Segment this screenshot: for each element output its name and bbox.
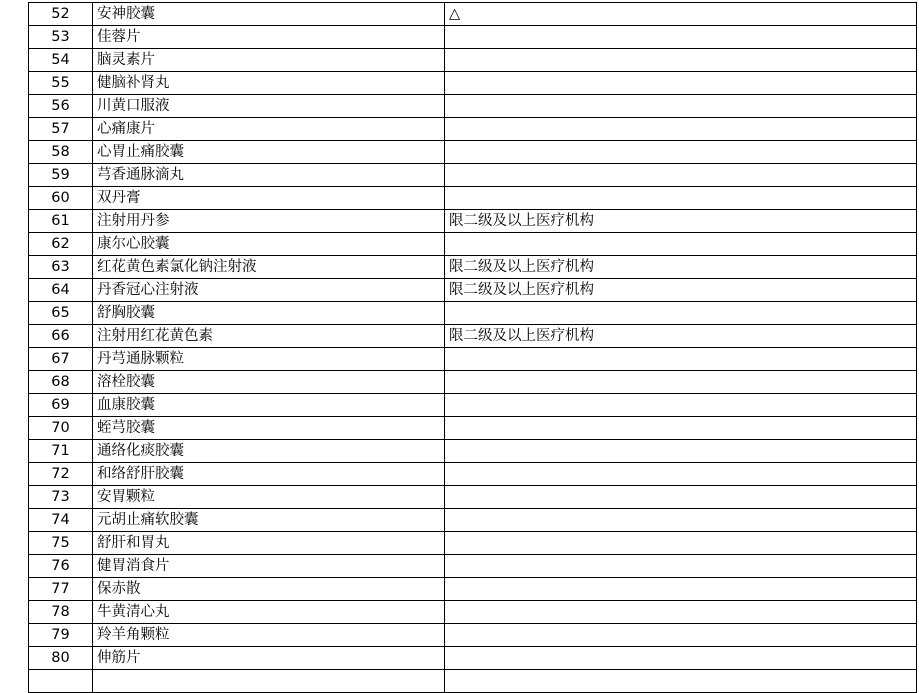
cell-index: 57 [29,118,93,141]
cell-drug-name: 和络舒肝胶囊 [93,463,445,486]
table-row [29,164,917,187]
table-row [29,325,917,348]
table-row [29,26,917,49]
cell-drug-name: 保赤散 [93,578,445,601]
cell-index: 77 [29,578,93,601]
table-row [29,601,917,624]
cell-drug-name: 心胃止痛胶囊 [93,141,445,164]
cell-remark [445,118,917,141]
table-row [29,3,917,26]
cell-index: 53 [29,26,93,49]
cell-index: 55 [29,72,93,95]
table-row [29,72,917,95]
cell-index: 71 [29,440,93,463]
cell-drug-name: 羚羊角颗粒 [93,624,445,647]
table-row [29,647,917,670]
cell-drug-name: 伸筋片 [93,647,445,670]
cell-index: 66 [29,325,93,348]
cell-remark [445,233,917,256]
cell-remark: △ [445,3,917,26]
table-row [29,49,917,72]
cell-index: 56 [29,95,93,118]
drug-list-table [28,2,917,693]
cell-index: 63 [29,256,93,279]
table-row [29,371,917,394]
table-row [29,394,917,417]
cell-remark: 限二级及以上医疗机构 [445,256,917,279]
cell-remark [445,417,917,440]
table-row [29,624,917,647]
cell-index: 72 [29,463,93,486]
cell-drug-name: 安神胶囊 [93,3,445,26]
cell-index: 54 [29,49,93,72]
cell-index: 52 [29,3,93,26]
cell-index: 65 [29,302,93,325]
cell-remark [445,187,917,210]
table-row [29,279,917,302]
cell-drug-name: 通络化痰胶囊 [93,440,445,463]
cell-drug-name: 川黄口服液 [93,95,445,118]
cell-remark [445,371,917,394]
table-row [29,256,917,279]
cell-remark [445,509,917,532]
table-row [29,210,917,233]
cell-remark: 限二级及以上医疗机构 [445,279,917,302]
cell-drug-name: 溶栓胶囊 [93,371,445,394]
table-row [29,118,917,141]
cell-drug-name: 丹香冠心注射液 [93,279,445,302]
cell-drug-name: 双丹膏 [93,187,445,210]
cell-drug-name: 康尔心胶囊 [93,233,445,256]
cell-index: 60 [29,187,93,210]
table-row [29,302,917,325]
cell-drug-name: 佳蓉片 [93,26,445,49]
cell-index: 62 [29,233,93,256]
table-body [29,3,917,693]
cell-drug-name: 舒肝和胃丸 [93,532,445,555]
cell-drug-name: 元胡止痛软胶囊 [93,509,445,532]
table-row [29,463,917,486]
cell-remark [445,624,917,647]
cell-index: 74 [29,509,93,532]
cell-drug-name: 红花黄色素氯化钠注射液 [93,256,445,279]
table-row [29,417,917,440]
cell-drug-name: 脑灵素片 [93,49,445,72]
cell-remark [445,164,917,187]
cell-index: 80 [29,647,93,670]
cell-drug-name: 蛭芎胶囊 [93,417,445,440]
cell-drug-name: 健脑补肾丸 [93,72,445,95]
cell-index: 67 [29,348,93,371]
cell-index: 70 [29,417,93,440]
table-row [29,670,917,693]
table-row [29,532,917,555]
cell-index [29,670,93,693]
table-row [29,440,917,463]
cell-drug-name: 芎香通脉滴丸 [93,164,445,187]
table-row [29,233,917,256]
table-row [29,348,917,371]
cell-drug-name: 注射用红花黄色素 [93,325,445,348]
cell-remark [445,670,917,693]
cell-index: 76 [29,555,93,578]
cell-remark [445,578,917,601]
cell-drug-name: 安胃颗粒 [93,486,445,509]
cell-drug-name: 健胃消食片 [93,555,445,578]
cell-remark [445,463,917,486]
cell-remark [445,302,917,325]
table-row [29,509,917,532]
cell-remark [445,49,917,72]
cell-drug-name: 牛黄清心丸 [93,601,445,624]
cell-remark [445,486,917,509]
table-row [29,187,917,210]
cell-remark [445,647,917,670]
cell-remark [445,601,917,624]
cell-remark [445,348,917,371]
cell-remark: 限二级及以上医疗机构 [445,210,917,233]
cell-index: 64 [29,279,93,302]
cell-index: 69 [29,394,93,417]
cell-index: 61 [29,210,93,233]
cell-drug-name: 血康胶囊 [93,394,445,417]
cell-drug-name [93,670,445,693]
document-page [0,2,919,666]
cell-index: 59 [29,164,93,187]
cell-remark [445,72,917,95]
cell-remark [445,95,917,118]
cell-remark: 限二级及以上医疗机构 [445,325,917,348]
cell-index: 75 [29,532,93,555]
cell-remark [445,555,917,578]
cell-drug-name: 心痛康片 [93,118,445,141]
cell-index: 78 [29,601,93,624]
cell-remark [445,440,917,463]
cell-remark [445,394,917,417]
cell-remark [445,532,917,555]
cell-remark [445,26,917,49]
cell-drug-name: 舒胸胶囊 [93,302,445,325]
table-row [29,555,917,578]
cell-remark [445,141,917,164]
cell-index: 79 [29,624,93,647]
table-row [29,95,917,118]
table-row [29,578,917,601]
cell-index: 68 [29,371,93,394]
cell-drug-name: 注射用丹参 [93,210,445,233]
cell-drug-name: 丹芎通脉颗粒 [93,348,445,371]
table-row [29,141,917,164]
cell-index: 73 [29,486,93,509]
cell-index: 58 [29,141,93,164]
table-row [29,486,917,509]
